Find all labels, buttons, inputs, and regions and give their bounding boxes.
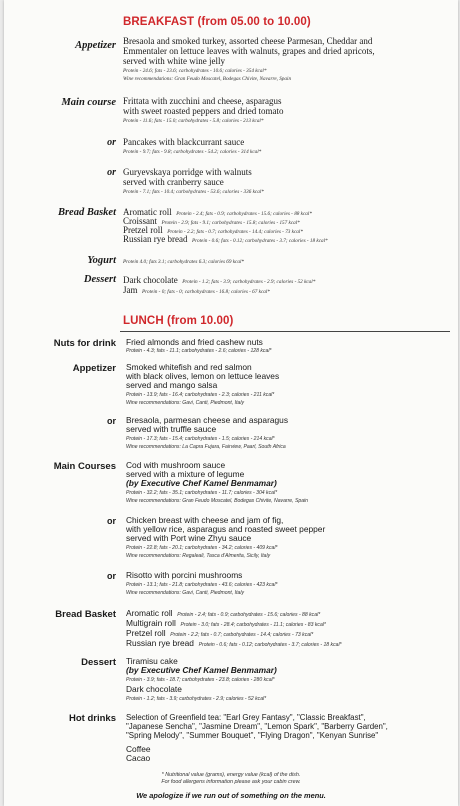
lunch-dessert-nutrition-2: Protein - 1.2; fats - 3.9; carbohydrates - 2.9; calories - 52 kcal* [126, 696, 267, 702]
lunch-bread-item [126, 629, 313, 638]
breakfast-dessert-item [123, 275, 315, 285]
lunch-nuts-label: Nuts for drink [53, 338, 116, 349]
lunch-drinks-cacao: Cacao [126, 753, 151, 763]
breakfast-main-label: Main course [61, 97, 116, 108]
dessert-item-nutrition: Protein - 1.2; fats - 3.9; carbohydrates - 2.9; calories - 52 kcal* [182, 279, 316, 285]
lunch-divider [120, 331, 450, 332]
dessert-item-nutrition: Protein - 0; fats - 0; carbohydrates - 16.8; calories - 67 kcal* [142, 289, 270, 295]
lunch-main-text-2: served with a mixture of legume [126, 469, 245, 479]
footnote-line-2: For food allergens information please ask your cabin crew. [161, 779, 301, 785]
breakfast-appetizer-text-3: served with white wine jelly [123, 56, 225, 66]
breakfast-or2-text-2: served with cranberry sauce [123, 177, 224, 187]
bread-item-name: Russian rye bread [126, 638, 194, 648]
lunch-drinks-text-3: "Spring Melody", "Summer Bouquet", "Flying Dragon", "Kenyan Sunrise" [126, 731, 379, 740]
apology-note: We apologize if we run out of something on the menu. [136, 791, 326, 800]
breakfast-or2-nutrition: Protein - 7.1; fats - 10.4; carbohydrates - 53.6; calories - 336 kcal* [123, 189, 264, 195]
breakfast-appetizer-label: Appetizer [75, 40, 116, 51]
bread-item-name: Pretzel roll [126, 628, 166, 638]
bread-item-nutrition: Protein - 0.6; fats - 0.12; carbohydrates - 3.7; calories - 18 kcal* [191, 238, 328, 244]
bread-item-nutrition: Protein - 2.2; fats - 0.7; carbohydrates - 14.4; calories - 73 kcal* [167, 229, 303, 235]
breakfast-main-nutrition: Protein - 11.6; fats - 15.0; carbohydrates - 5.8; calories - 213 kcal* [123, 118, 264, 124]
lunch-or3-text: Risotto with porcini mushrooms [126, 570, 243, 580]
bread-item-nutrition: Protein - 2.9; fats - 9.1; carbohydrates - 15.8; calories - 157 kcal* [161, 220, 300, 226]
bread-item-name: Multigrain roll [126, 618, 176, 628]
lunch-or-2: or [107, 516, 116, 526]
lunch-main-text-1: Cod with mushroom sauce [126, 460, 226, 470]
menu-card [4, 0, 458, 806]
lunch-main-nutrition: Protein - 32.2; fats - 35.1; carbohydrates - 11.7; calories - 304 kcal* [126, 490, 278, 496]
breakfast-appetizer-wine: Wine recommendations: Gran Feudo Moscatel, Bodegas Chivite, Navarre, Spain [123, 76, 292, 82]
lunch-drinks-text-2: "Japanese Sencha", "Jasmine Dream", "Lemon Spark", "Barberry Garden", [126, 722, 388, 731]
breakfast-yogurt-nutrition: Protein 4.0; fats 3.1; carbohydrates 6.3; calories 69 kcal* [123, 259, 244, 265]
lunch-or1-nutrition: Protein - 17.3; fats - 15.4; carbohydrates - 1.5; calories - 214 kcal* [126, 436, 275, 442]
lunch-or3-wine: Wine recommendations: Gavi, Canti, Piedmont, Italy [126, 590, 245, 596]
breakfast-bread-item [123, 234, 328, 244]
bread-item-name: Russian rye bread [123, 234, 188, 244]
bread-item-nutrition: Protein - 0.6; fats - 0.12; carbohydrates - 3.7; calories - 18 kcal* [198, 642, 342, 648]
lunch-dessert-chef: (by Executive Chef Kamel Benmamar) [126, 665, 277, 675]
lunch-drinks-coffee: Coffee [126, 744, 151, 754]
bread-item-name: Aromatic roll [123, 207, 172, 217]
bread-item-nutrition: Protein - 2.4; fats - 0.9; carbohydrates - 15.6; calories - 88 kcal* [177, 612, 321, 618]
lunch-or1-text-1: Bresaola, parmesan cheese and asparagus [126, 415, 289, 425]
lunch-dessert-nutrition-1: Protein - 3.9; fats - 18.7; carbohydrates - 23.8; calories - 280 kcal* [126, 677, 275, 683]
lunch-or2-text-1: Chicken breast with cheese and jam of fig, [126, 515, 284, 525]
lunch-or-3: or [107, 571, 116, 581]
lunch-or2-wine: Wine recommendations: Regaleali, Tasca d'Almerita, Sicily, Italy [126, 553, 271, 559]
lunch-or3-nutrition: Protein - 13.1; fats - 21.8; carbohydrates - 43.6; calories - 423 kcal* [126, 582, 278, 588]
bread-item-nutrition: Protein - 3.0; fats - 28.4; carbohydrates - 11.1; calories - 83 kcal* [180, 622, 326, 628]
bread-item-name: Croissant [123, 216, 158, 226]
lunch-appetizer-wine: Wine recommendations: Gavi, Canti, Piedmont, Italy [126, 400, 245, 406]
lunch-main-chef: (by Executive Chef Kamel Benmamar) [126, 478, 277, 488]
lunch-bread-item [126, 609, 320, 618]
breakfast-dessert-label: Dessert [83, 274, 116, 285]
lunch-appetizer-text-3: served and mango salsa [126, 380, 218, 390]
breakfast-title: BREAKFAST (from 05.00 to 10.00) [123, 16, 311, 28]
breakfast-or2-text-1: Guryevskaya porridge with walnuts [123, 167, 252, 177]
lunch-bread-item [126, 619, 326, 628]
lunch-bread-label: Bread Basket [55, 609, 116, 620]
breakfast-or-1: or [107, 137, 116, 148]
lunch-appetizer-label: Appetizer [72, 363, 116, 374]
lunch-or1-text-2: served with truffle sauce [126, 424, 217, 434]
bread-item-nutrition: Protein - 2.2; fats - 0.7; carbohydrates - 14.4; calories - 73 kcal* [170, 632, 314, 638]
lunch-drinks-text-1: Selection of Greenfield tea: "Earl Grey Fantasy", "Classic Breakfast", [126, 713, 366, 722]
lunch-dessert-text-2: Dark chocolate [126, 684, 182, 694]
breakfast-appetizer-text-1: Bresaola and smoked turkey, assorted cheese Parmesan, Cheddar and [123, 36, 373, 46]
lunch-bread-item [126, 639, 342, 648]
lunch-appetizer-text-1: Smoked whitefish and red salmon [126, 362, 252, 372]
breakfast-appetizer-nutrition: Protein - 24.6; fats - 23.6; carbohydrates - 10.6; calories - 354 kcal* [123, 68, 267, 74]
lunch-or2-text-3: served with Port wine Zhyu sauce [126, 533, 252, 543]
dessert-item-name: Jam [123, 285, 138, 295]
breakfast-yogurt-label: Yogurt [87, 255, 116, 266]
footnote-line-1: * Nutritional value (grams), energy value (kcal) of the dish. [161, 772, 301, 778]
breakfast-or-2: or [107, 167, 116, 178]
lunch-or2-nutrition: Protein - 22.8; fats - 20.1; carbohydrates - 34.2; calories - 409 kcal* [126, 545, 278, 551]
lunch-nuts-nutrition: Protein - 4.3; fats - 11.1; carbohydrates - 2.6; calories - 128 kcal* [126, 348, 272, 354]
breakfast-bread-label: Bread Basket [57, 207, 116, 218]
lunch-dessert-label: Dessert [81, 657, 116, 668]
lunch-appetizer-text-2: with black olives, lemon on lettuce leaves [126, 371, 280, 381]
lunch-main-wine: Wine recommendations: Gran Feudo Moscatel, Bodegas Chivite, Navarre, Spain [126, 498, 309, 504]
bread-item-nutrition: Protein - 2.4; fats - 0.9; carbohydrates - 15.6; calories - 88 kcal* [176, 211, 312, 217]
lunch-or-1: or [107, 416, 116, 426]
lunch-appetizer-nutrition: Protein - 13.9; fats - 16.4; carbohydrates - 2.3; calories - 211 kcal* [126, 392, 275, 398]
lunch-drinks-label: Hot drinks [69, 713, 116, 724]
lunch-or2-text-2: with yellow rice, asparagus and roasted sweet pepper [126, 524, 326, 534]
bread-item-name: Aromatic roll [126, 608, 173, 618]
breakfast-or1-text: Pancakes with blackcurrant sauce [123, 137, 245, 147]
lunch-dessert-text-1: Tiramisu cake [126, 656, 178, 666]
breakfast-or1-nutrition: Protein - 9.7; fats - 9.8; carbohydrates - 54.2; calories - 314 kcal* [123, 149, 262, 155]
lunch-main-label: Main Courses [53, 461, 116, 472]
breakfast-dessert-item [123, 285, 270, 295]
lunch-nuts-text: Fried almonds and fried cashew nuts [126, 337, 263, 347]
dessert-item-name: Dark chocolate [123, 275, 178, 285]
lunch-or1-wine: Wine recommendations: La Capra Fujara, Fairview, Paarl, South Africa [126, 444, 286, 450]
lunch-title: LUNCH (from 10.00) [123, 315, 234, 327]
breakfast-appetizer-text-2: Emmentaler on lettuce leaves with walnuts, grapes and dried apricots, [123, 46, 375, 56]
breakfast-main-text-1: Frittata with zucchini and cheese, asparagus [123, 96, 282, 106]
bread-item-name: Pretzel roll [123, 225, 163, 235]
breakfast-main-text-2: with sweet roasted peppers and dried tomato [123, 106, 284, 116]
